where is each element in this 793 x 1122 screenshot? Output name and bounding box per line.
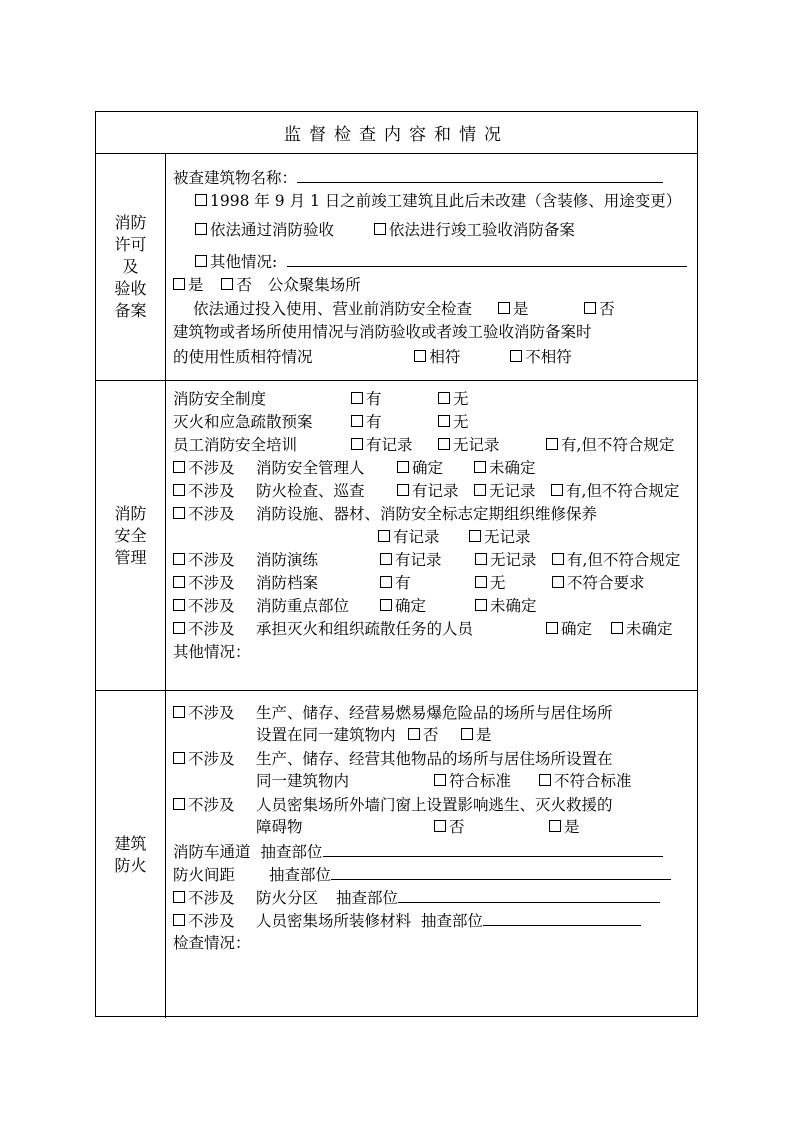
checkbox[interactable] bbox=[378, 530, 390, 542]
checkbox[interactable] bbox=[173, 278, 185, 290]
checkbox[interactable] bbox=[173, 576, 185, 588]
checkbox[interactable] bbox=[173, 599, 185, 611]
checkbox[interactable] bbox=[173, 553, 185, 565]
checkbox[interactable] bbox=[510, 350, 522, 362]
spacing-spot-field[interactable] bbox=[331, 863, 671, 880]
checkbox[interactable] bbox=[173, 914, 185, 926]
checkbox[interactable] bbox=[414, 350, 426, 362]
checkbox[interactable] bbox=[469, 530, 481, 542]
checkbox[interactable] bbox=[438, 392, 450, 404]
checkbox[interactable] bbox=[173, 891, 185, 903]
checkbox[interactable] bbox=[173, 461, 185, 473]
checkbox[interactable] bbox=[546, 438, 558, 450]
table-title: 监督检查内容和情况 bbox=[96, 112, 697, 154]
checkbox[interactable] bbox=[584, 302, 596, 314]
checkbox[interactable] bbox=[539, 774, 551, 786]
checkbox[interactable] bbox=[475, 576, 487, 588]
checkbox[interactable] bbox=[173, 484, 185, 496]
building-name-label: 被查建筑物名称： bbox=[173, 169, 298, 187]
decor-spot-field[interactable] bbox=[483, 909, 641, 926]
inspection-table bbox=[95, 111, 698, 1017]
section-fire-prevention-label: 建筑 防火 bbox=[96, 691, 166, 1018]
checkbox[interactable] bbox=[552, 576, 564, 588]
pre1998-option: 1998 年 9 月 1 日之前竣工建筑且此后未改建（含装修、用途变更） bbox=[210, 192, 682, 210]
checkbox[interactable] bbox=[549, 820, 561, 832]
other-situation-field[interactable] bbox=[287, 250, 687, 267]
checkbox[interactable] bbox=[173, 706, 185, 718]
checkbox[interactable] bbox=[551, 484, 563, 496]
checkbox[interactable] bbox=[408, 728, 420, 740]
checkbox[interactable] bbox=[221, 278, 233, 290]
checkbox[interactable] bbox=[195, 255, 207, 267]
section-fire-prevention: 建筑 防火 不涉及 生产、储存、经营易燃易爆危险品的场所与居住场所 设置在同一建筑物内 否 是 不涉及 生产、储存、经营其他物品的场所与居住场所设置在 同一建筑物内 符合标准 不符合标准 不涉及 人员密集场所外墙门窗上设置影响逃生、灭火救援的 障碍物 否 是 消防车通道 抽查部位 防火间距 抽查部位 不涉及 防火分区 抽查部位 不涉及 人员密集场所装修材料 抽查部位 检查情况： bbox=[96, 691, 697, 1018]
checkbox[interactable] bbox=[611, 622, 623, 634]
zone-spot-field[interactable] bbox=[398, 886, 660, 903]
checkbox[interactable] bbox=[474, 484, 486, 496]
checkbox[interactable] bbox=[380, 553, 392, 565]
checkbox[interactable] bbox=[173, 507, 185, 519]
checkbox[interactable] bbox=[475, 599, 487, 611]
building-name-field[interactable] bbox=[297, 166, 663, 183]
checkbox[interactable] bbox=[474, 461, 486, 473]
section-management-label: 消防 安全 管理 bbox=[96, 381, 166, 690]
checkbox[interactable] bbox=[374, 223, 386, 235]
checkbox[interactable] bbox=[351, 438, 363, 450]
checkbox[interactable] bbox=[438, 438, 450, 450]
checkbox[interactable] bbox=[173, 752, 185, 764]
checkbox[interactable] bbox=[434, 774, 446, 786]
checkbox[interactable] bbox=[475, 553, 487, 565]
checkbox[interactable] bbox=[498, 302, 510, 314]
checkbox[interactable] bbox=[351, 415, 363, 427]
checkbox[interactable] bbox=[397, 461, 409, 473]
checkbox[interactable] bbox=[546, 622, 558, 634]
checkbox[interactable] bbox=[195, 194, 207, 206]
section-permit: 消防 许可 及 验收 备案 被查建筑物名称： 1998 年 9 月 1 日之前竣工建筑且此后未改建（含装修、用途变更） 依法通过消防验收 依法进行竣工验收消防备案 其他情况: 是 否 公众聚集场所 依法通过投入使用、营业前消防安全检查 是 否 建筑物或者场所使用情况与消防验收或者竣工验收消防备案时 的使用性质相符情况 相符 不相符 bbox=[96, 154, 697, 381]
fire-lane-spot-field[interactable] bbox=[323, 840, 663, 857]
checkbox[interactable] bbox=[173, 622, 185, 634]
checkbox[interactable] bbox=[397, 484, 409, 496]
checkbox[interactable] bbox=[351, 392, 363, 404]
checkbox[interactable] bbox=[380, 599, 392, 611]
section-management: 消防 安全 管理 消防安全制度 有 无 灭火和应急疏散预案 有 无 员工消防安全培训 有记录 无记录 有,但不符合规定 不涉及 消防安全管理人 确定 未确定 不涉及 防火检查、巡查 有记录 无记录 有,但不符合规定 不涉及 消防设施、器材、消防安全标志定期组织维修保养 有记录 无记录 不涉及 消防演练 有记录 无记录 有,但不符合规定 不涉及 消防档案 有 无 不符合要求 不涉及 消防重点部位 确定 未确定 不涉及 承担灭火和组织疏散任务的人员 确定 未确定 其他情况： bbox=[96, 381, 697, 691]
checkbox[interactable] bbox=[195, 223, 207, 235]
checkbox[interactable] bbox=[173, 798, 185, 810]
checkbox[interactable] bbox=[552, 553, 564, 565]
checkbox[interactable] bbox=[434, 820, 446, 832]
checkbox[interactable] bbox=[438, 415, 450, 427]
checkbox[interactable] bbox=[380, 576, 392, 588]
section-permit-label: 消防 许可 及 验收 备案 bbox=[96, 154, 166, 380]
checkbox[interactable] bbox=[461, 728, 473, 740]
